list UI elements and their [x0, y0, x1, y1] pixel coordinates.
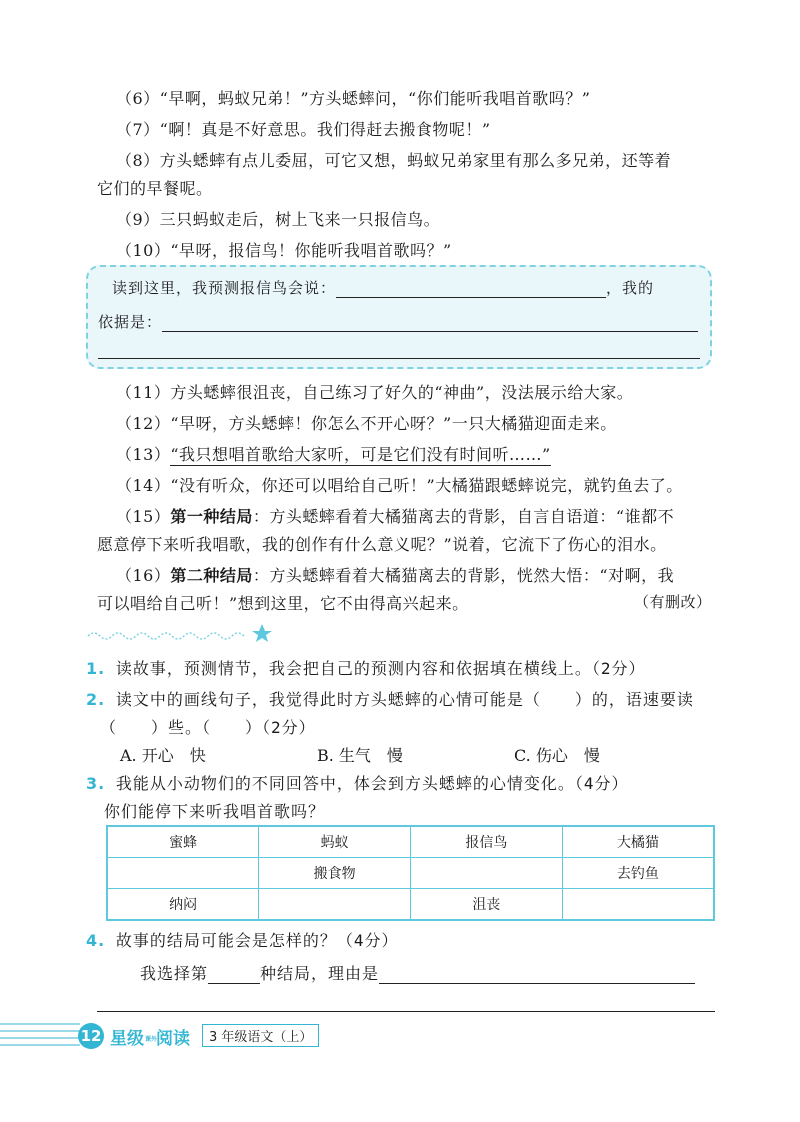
story-paragraph-12: （12）“早呀，方头蟋蟀！你怎么不开心呀？”一只大橘猫迎面走来。: [116, 414, 617, 433]
story-paragraph-15-line2: 愿意停下来听我唱歌，我的创作有什么意义呢？”说着，它流下了伤心的泪水。: [97, 535, 667, 554]
table-cell: 搬食物: [259, 858, 411, 889]
brand-text-a: 星级: [110, 1029, 144, 1049]
story-paragraph-16-line1: [116, 563, 674, 586]
story-paragraph-8-line1: （8）方头蟋蟀有点儿委屈，可它又想，蚂蚁兄弟家里有那么多兄弟，还等着: [116, 151, 672, 170]
story-paragraph-8-line2: 它们的早餐呢。: [97, 179, 213, 198]
prediction-box: [86, 265, 712, 369]
table-row: [107, 889, 714, 921]
table-cell: 去钓鱼: [562, 858, 714, 889]
table-cell[interactable]: [107, 858, 259, 889]
ending-one-label: 第一种结局: [170, 507, 253, 526]
paragraph-16-number: （16）: [116, 566, 171, 585]
ending-two-label: 第二种结局: [170, 566, 253, 585]
story-paragraph-14: （14）“没有听众，你还可以唱给自己听！”大橘猫跟蟋蟀说完，就钓鱼去了。: [116, 476, 683, 495]
table-cell[interactable]: [411, 858, 563, 889]
brand-small-text: 课外: [145, 1035, 158, 1043]
question-3-number: 3.: [86, 774, 106, 793]
question-3: [86, 771, 629, 794]
table-cell: 沮丧: [411, 889, 563, 921]
question-2-number: 2.: [86, 690, 106, 709]
reason-answer-line[interactable]: [97, 1011, 715, 1012]
question-2-text: 读文中的画线句子，我觉得此时方头蟋蟀的心情可能是（ ）的，语速要读: [115, 690, 694, 709]
reason-blank[interactable]: [379, 969, 695, 984]
decorative-divider: [86, 620, 276, 648]
table-row: [107, 858, 714, 889]
story-paragraph-13: [116, 442, 551, 465]
question-2-line2: （ ）些。（ ）（2分）: [100, 718, 316, 737]
basis-answer-line-2[interactable]: [98, 358, 700, 359]
question-4-number: 4.: [86, 931, 106, 950]
star-icon: [252, 624, 272, 642]
question-1: [86, 656, 646, 679]
prediction-answer-blank[interactable]: [336, 283, 606, 298]
header-ant: 蚂蚁: [259, 826, 411, 858]
story-paragraph-11: （11）方头蟋蟀很沮丧，自己练习了好久的“神曲”，没法展示给大家。: [116, 383, 634, 402]
story-paragraph-7: （7）“啊！真是不好意思。我们得赶去搬食物呢！”: [116, 120, 491, 139]
paragraph-13-number: （13）: [116, 445, 171, 464]
table-cell[interactable]: [259, 889, 411, 921]
source-note: （有删改）: [634, 593, 712, 611]
table-cell[interactable]: [562, 889, 714, 921]
question-1-number: 1.: [86, 659, 106, 678]
basis-label: 依据是：: [98, 313, 163, 331]
paragraph-15-text: ：方头蟋蟀看着大橘猫离去的背影，自言自语道：“谁都不: [252, 507, 675, 526]
paragraph-16-text: ：方头蟋蟀看着大橘猫离去的背影，恍然大悟：“对啊，我: [252, 566, 675, 585]
prediction-prompt-line: [112, 277, 654, 298]
question-4: [86, 928, 399, 951]
header-bee: 蜜蜂: [107, 826, 259, 858]
grade-label: 3 年级语文（上）: [202, 1024, 319, 1047]
brand-logo: [110, 1024, 190, 1049]
paragraph-15-number: （15）: [116, 507, 171, 526]
question-3-text: 我能从小动物们的不同回答中，体会到方头蟋蟀的心情变化。（4分）: [115, 774, 629, 793]
question-4-prompt-b: 种结局，理由是: [260, 964, 380, 983]
basis-answer-blank[interactable]: [162, 317, 698, 332]
story-paragraph-16-line2: 可以唱给自己听！”想到这里，它不由得高兴起来。: [97, 594, 469, 613]
story-paragraph-10: （10）“早呀，报信鸟！你能听我唱首歌吗？”: [116, 241, 452, 260]
table-header-row: [107, 826, 714, 858]
basis-line: [98, 311, 698, 332]
prediction-prompt: 读到这里，我预测报信鸟会说：: [112, 279, 337, 297]
story-paragraph-9: （9）三只蚂蚁走后，树上飞来一只报信鸟。: [116, 210, 441, 229]
mood-table: [106, 825, 715, 921]
underlined-sentence: “我只想唱首歌给大家听，可是它们没有时间听……”: [170, 445, 551, 464]
page-number: 12: [78, 1023, 104, 1049]
question-2: [86, 687, 694, 710]
prediction-middle-text: ，我的: [606, 279, 655, 297]
question-2-option-b[interactable]: B. 生气 慢: [317, 746, 403, 765]
question-4-text: 故事的结局可能会是怎样的？（4分）: [115, 931, 399, 950]
question-4-prompt-a: 我选择第: [140, 964, 209, 983]
brand-text-b: 阅读: [156, 1029, 190, 1049]
header-cat: 大橘猫: [562, 826, 714, 858]
story-paragraph-6: （6）“早啊，蚂蚁兄弟！”方头蟋蟀问，“你们能听我唱首歌吗？”: [116, 89, 591, 108]
header-bird: 报信鸟: [411, 826, 563, 858]
footer-stripes: [0, 1023, 80, 1049]
table-cell: 纳闷: [107, 889, 259, 921]
question-3-subtitle: 你们能停下来听我唱首歌吗？: [104, 802, 326, 821]
question-1-text: 读故事，预测情节，我会把自己的预测内容和依据填在横线上。（2分）: [115, 659, 646, 678]
question-4-prompt: [140, 961, 695, 984]
question-2-option-c[interactable]: C. 伤心 慢: [514, 746, 600, 765]
ending-choice-blank[interactable]: [208, 969, 260, 984]
story-paragraph-15-line1: [116, 504, 674, 527]
question-2-option-a[interactable]: A. 开心 快: [120, 746, 206, 765]
